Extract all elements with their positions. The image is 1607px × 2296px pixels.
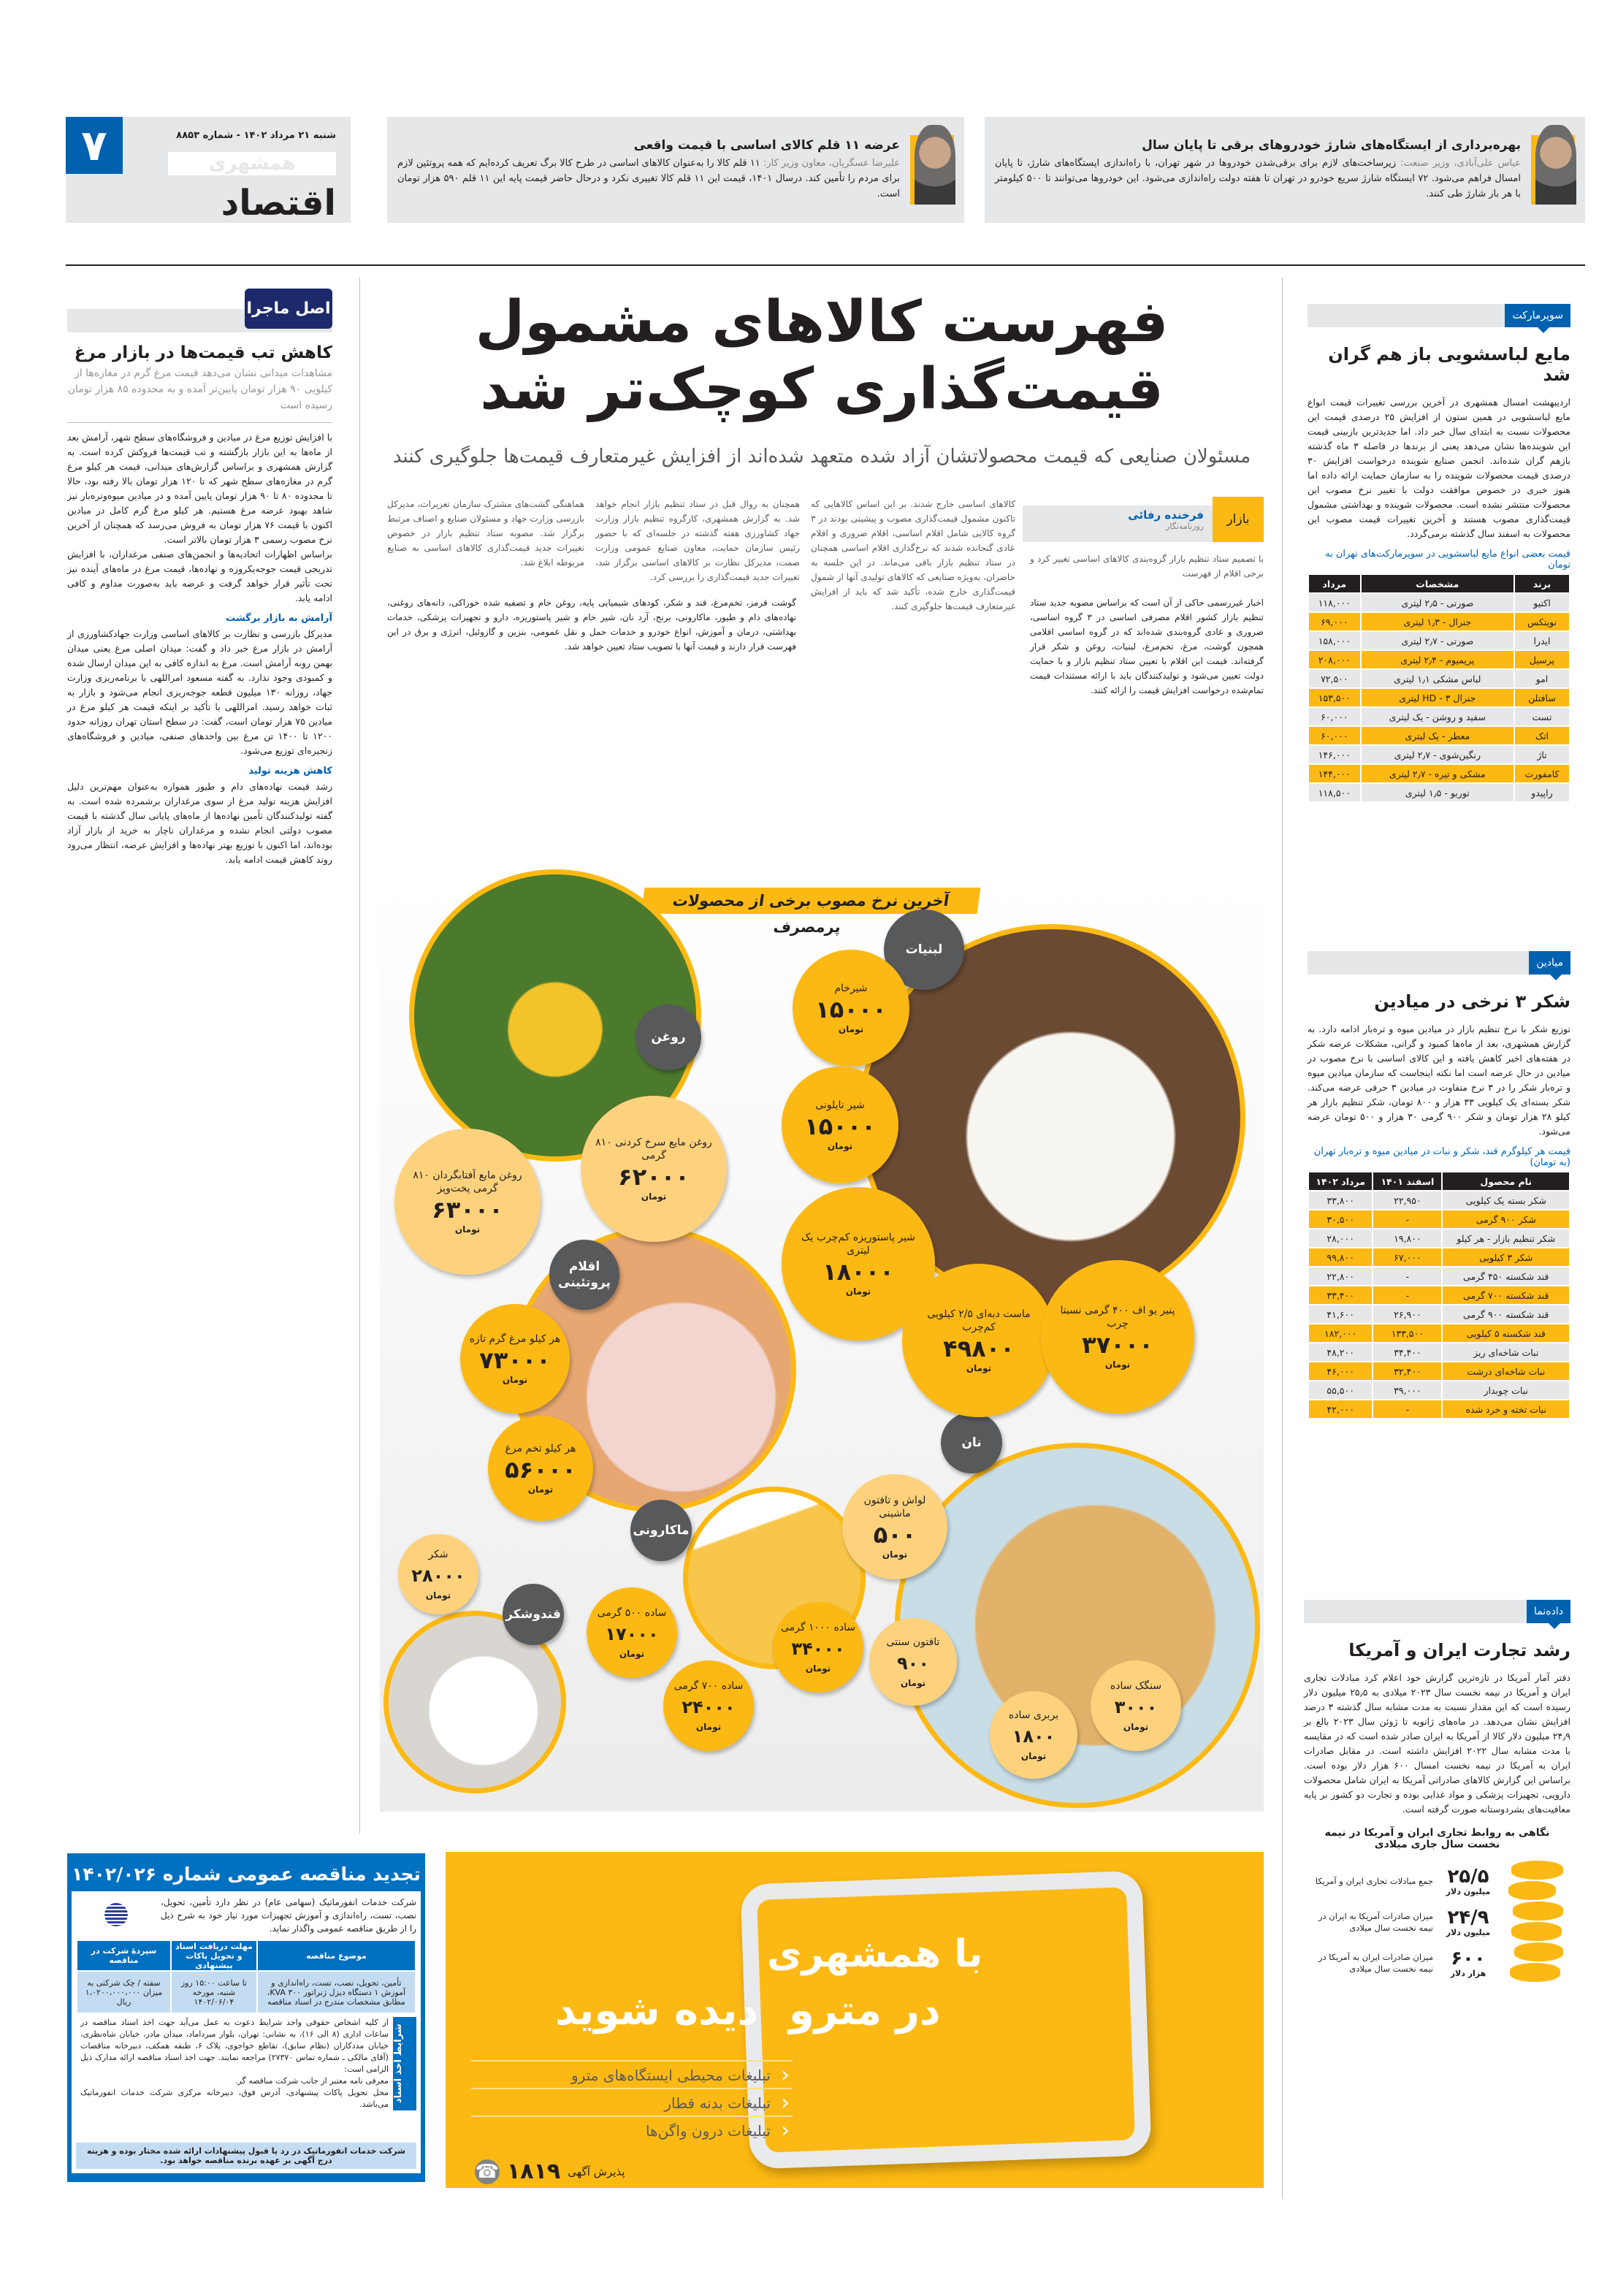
table-cell: توربو - ۱٫۵ لیتری: [1362, 784, 1514, 801]
currency-label: تومان: [1123, 1722, 1149, 1732]
tender-header: مهلت دریافت اسناد و تحویل پاکات پیشنهادی: [175, 1941, 253, 1970]
tender-table: [76, 1940, 416, 2014]
product-price: ۲۴۰۰۰: [682, 1697, 736, 1717]
table-cell: اکتیو: [1515, 594, 1569, 611]
table-cell: پرسیل: [1515, 651, 1569, 668]
product-name: ماست دبه‌ای ۲/۵ کیلویی کم‌چرب: [927, 1308, 1031, 1333]
detergent-price-table: [1308, 573, 1570, 803]
column-header: اسفند ۱۴۰۱: [1373, 1172, 1441, 1190]
author-role: روزنامه‌نگار: [1166, 522, 1204, 531]
table-row: [1309, 1248, 1569, 1266]
header-divider: [66, 264, 1585, 266]
currency-label: تومان: [966, 1363, 992, 1373]
product-name: روغن مایع آفتابگردان ۸۱۰ گرمی پخت‌وپز: [413, 1170, 522, 1194]
product-name: پنیر یو اف ۴۰۰ گرمی نسبتا چرب: [1060, 1305, 1175, 1330]
table-cell: نبات شاخه‌ای ریز: [1443, 1343, 1569, 1361]
tender-delivery: محل تحویل پاکات پیشنهادی، آدرس فوق، دبیرخانه مرکزی شرکت خدمات انفورماتیک می‌باشد.: [80, 2088, 389, 2109]
table-cell: ایدرا: [1515, 632, 1569, 649]
sugar-price-table: [1308, 1171, 1570, 1419]
section-kicker: سوپرمارکت: [1505, 304, 1570, 327]
table-cell: ۱۵۳,۵۰۰: [1309, 689, 1360, 706]
product-name: لواش و تافتون ماشینی: [863, 1495, 926, 1519]
price-bubble-sangak: [1091, 1660, 1181, 1751]
table-cell: لباس مشکی ۱٫۱ لیتری: [1362, 670, 1514, 687]
stat-value: ۲۴/۹: [1447, 1906, 1489, 1929]
maydin-section: [1308, 951, 1570, 1419]
price-bubble-chicken: [460, 1304, 570, 1414]
table-cell: ۲۲,۸۰۰: [1309, 1267, 1372, 1285]
product-name: تافتون سنتی: [886, 1636, 940, 1648]
portrait-photo: [910, 135, 954, 205]
globe-icon: [104, 1903, 128, 1926]
table-cell: جنرال - ۱٫۳ لیتری: [1362, 613, 1514, 630]
table-cell: -: [1373, 1210, 1441, 1228]
table-cell: ۳۹,۰۰۰: [1373, 1381, 1441, 1399]
quote-title: عرضه ۱۱ قلم کالای اساسی با قیمت واقعی: [633, 138, 900, 153]
price-bubble-pasta-700: [663, 1660, 754, 1751]
product-price: ۱۷۰۰۰: [605, 1624, 659, 1644]
table-cell: ۱۱۸,۵۰۰: [1309, 784, 1360, 801]
table-cell: ۱۸۲,۰۰۰: [1309, 1324, 1372, 1342]
table-row: [1309, 1343, 1569, 1361]
ad-brand: با همشهری: [767, 1932, 983, 1976]
infographic-title: آخرین نرخ مصوب برخی از محصولات پرمصرف: [641, 888, 980, 914]
tender-footer: شرکت خدمات انفورماتیک در رد یا قبول پیشنهادات ارائه شده مختار بوده و هزینه درج آگهی بر عهده برنده مناقصه خواهد بود.: [76, 2143, 416, 2169]
currency-label: تومان: [900, 1678, 926, 1688]
table-cell: کامفورت: [1515, 765, 1569, 782]
bread-photo: [895, 1443, 1260, 1808]
table-cell: مشکی و تیره - ۲٫۷ لیتری: [1362, 765, 1514, 782]
tender-cell: تا ساعت ۱۵:۰۰ روز شنبه، مورخه ۱۴۰۲/۰۶/۰۴: [180, 1977, 247, 2007]
table-row: [1309, 594, 1569, 611]
column-divider: [1282, 278, 1283, 2199]
price-bubble-barbari: [990, 1691, 1077, 1779]
price-bubble-sugar: [398, 1534, 478, 1614]
table-row: [1309, 784, 1569, 801]
product-name: سنگک ساده: [1110, 1680, 1162, 1692]
chevron-icon: ‹: [781, 2062, 790, 2088]
table-cell: سافتلن: [1515, 689, 1569, 706]
section-text: توزیع شکر با نرخ تنظیم بازار در میادین میوه و تره‌بار ادامه دارد. به گزارش همشهری، بعد از ماه‌ها کمبود و گرانی، مشکلات عرضه شکر در هفته‌های اخیر کاهش یافته و این کالای اساسی با نرخ مصوب در میادین در حال عرضه است اما نکته اینجاست که سازمان میادین میوه و تره‌بار شکر را در ۳ نرخ متفاوت در میادین ۳ حرفی عرضه می‌کند. شکر بسته‌ای یک کیلویی ۳۳ هزار و ۸۰۰ تومان، شکر تنظیم بازار هر کیلو ۲۸ هزار تومان و شکر ۹۰۰ گرمی ۳۰ هزار و ۵۰۰ تومان عرضه می‌شود.: [1308, 1023, 1571, 1137]
table-row: [1309, 632, 1569, 649]
currency-label: تومان: [454, 1224, 481, 1235]
trade-stat: [1304, 1861, 1497, 1902]
table-cell: شکر ۹۰۰ گرمی: [1443, 1210, 1569, 1228]
table-cell: -: [1373, 1286, 1441, 1304]
stat-label: میزان صادرات آمریکا به ایران در نیمه نخست سال میلادی: [1318, 1911, 1433, 1933]
table-cell: ۱۴۴,۰۰۰: [1309, 765, 1360, 782]
product-price: ۶۲۰۰۰: [618, 1163, 690, 1191]
product-price: ۱۵۰۰۰: [804, 1113, 876, 1140]
chevron-icon: ‹: [781, 2118, 790, 2143]
product-price: ۵۶۰۰۰: [505, 1456, 576, 1484]
category-label-dairy: لبنیات: [884, 909, 964, 990]
product-name: هر کیلو تخم مرغ: [505, 1443, 576, 1454]
table-cell: -: [1373, 1400, 1441, 1418]
ad-services-list: [471, 2060, 793, 2143]
column-header: مرداد ۱۴۰۲: [1309, 1172, 1372, 1190]
product-name: شیر پاستوریزه کم‌چرب یک لیتری: [801, 1232, 916, 1256]
table-row: [1309, 1267, 1569, 1285]
price-bubble-eggs: [488, 1416, 593, 1521]
table-cell: ۱۱۸,۰۰۰: [1309, 594, 1360, 611]
article-column: همچنان به روال قبل در ستاد تنظیم بازار انجام خواهد شد. به گزارش همشهری، کارگروه تنظیم بازار وزارت جهاد کشاورزی هفته گذشته در جلسه‌ای که با حضور رئیس سازمان حمایت، معاون صنایع عمومی وزارت صمت، مدیرکل نظارت بر کالاهای اساسی برگزار شد، تغییرات جدید قیمت‌گذاری را بررسی کرد.: [595, 499, 800, 582]
category-label-oil: روغن: [635, 1004, 701, 1070]
ad-service-label: تبلیغات بدنه قطار: [664, 2094, 771, 2112]
section-kicker: داده‌نما: [1527, 1600, 1570, 1623]
table-row: [1309, 1362, 1569, 1380]
stat-value-block: [1439, 1948, 1497, 1978]
stat-unit: هزار دلار: [1450, 1968, 1486, 1978]
subheading: کاهش هزینه تولید: [248, 766, 332, 777]
asl-majara-badge: اصل ماجرا: [245, 289, 332, 329]
currency-label: تومان: [845, 1286, 871, 1297]
product-price: ۷۳۰۰۰: [479, 1346, 551, 1374]
price-bubble-yogurt: [902, 1264, 1056, 1417]
product-name: هر کیلو مرغ گرم تازه: [469, 1333, 561, 1345]
stat-value-block: [1439, 1866, 1497, 1896]
table-cell: ۲۶,۹۰۰: [1373, 1305, 1441, 1323]
table-cell: تست: [1515, 708, 1569, 725]
quote-text: ۱۱ قلم کالا را به‌عنوان کالاهای اساسی در طرح کالا برگ تعریف کرده‌ایم که همه پروتئین لازم برای مردم را تأمین کند. درسال ۱۴۰۱، قیمت این ۱۱ قلم کالا تغییری نکرد و درحال حاضر قیمت پایه این ۱۱ قلم ۵۹۰ هزار تومان است.: [397, 158, 901, 199]
price-bubble-pasta-500: [587, 1587, 677, 1678]
page-number: ۷: [66, 117, 123, 174]
table-cell: ۱۴۶,۰۰۰: [1309, 746, 1360, 763]
table-title: قیمت هر کیلوگرم قند، شکر و نبات در میادین میوه و تره‌بار تهران (به تومان): [1313, 1146, 1570, 1168]
table-row: [1309, 746, 1569, 763]
brand-logo: همشهری: [168, 152, 336, 175]
phone-icon: ☎: [475, 2160, 500, 2183]
tender-side-label: شرایط اخذ اسناد: [393, 2017, 416, 2110]
price-bubble-lavash: [842, 1474, 947, 1579]
product-price: ۳۴۰۰۰: [791, 1639, 845, 1659]
stat-label: جمع مبادلات تجاری ایران و آمریکا: [1315, 1876, 1433, 1886]
main-headline: فهرست کالاهای مشمول قیمت‌گذاری کوچک‌تر شد: [475, 289, 1169, 422]
subheading: آرامش به بازار برگشت: [226, 613, 332, 624]
currency-label: تومان: [619, 1649, 645, 1659]
section-title: رشد تجارت ایران و آمریکا: [1348, 1640, 1570, 1660]
table-cell: نبات شاخه‌ای درشت: [1443, 1362, 1569, 1380]
stat-label: میزان صادرات ایران به آمریکا در نیمه نخست سال میلادی: [1318, 1952, 1433, 1974]
table-row: [1309, 1286, 1569, 1304]
table-cell: ۳۲,۴۰۰: [1373, 1362, 1441, 1380]
table-cell: ۳۳,۸۰۰: [1309, 1191, 1372, 1209]
column-header: برند: [1515, 575, 1569, 592]
price-bubble-sunflower-oil: [394, 1129, 541, 1275]
category-label-bread: نان: [941, 1412, 1002, 1473]
table-row: [1309, 1324, 1569, 1342]
table-row: [1309, 689, 1569, 706]
stat-value: ۶۰۰: [1451, 1947, 1486, 1969]
section-kicker: میادین: [1529, 951, 1570, 975]
coin-stack-icon: [1508, 1861, 1563, 1982]
product-price: ۱۵۰۰۰: [815, 996, 887, 1023]
table-row: [1309, 727, 1569, 744]
table-cell: صورتی - ۲٫۵ لیتری: [1362, 594, 1514, 611]
table-cell: ۱۳۳,۵۰۰: [1373, 1324, 1441, 1342]
table-row: [1309, 670, 1569, 687]
quote-author: عباس علی‌آبادی، وزیر صنعت:: [1400, 158, 1521, 169]
article-column: اخبار غیررسمی حاکی از آن است که براساس مصوبه جدید ستاد تنظیم بازار کشور اقلام مصرفی اساسی در ۳ گروه اساسی، ضروری و عادی گروه‌بندی شده‌اند که در گروه اساسی اقلامی همچون گوشت، مرغ، تخم‌مرغ، لبنیات، روغن و شکر قرار گرفته‌اند. قیمت این اقلام با تعیین ستاد تنظیم بازار و با حمایت دولت تعیین می‌شود و تولیدکنندگان باید با ارائه مستندات قیمت تمام‌شده درخواست افزایش قیمت را ارائه کنند.: [1030, 598, 1264, 695]
column-divider: [359, 278, 360, 1834]
section-name: اقتصاد: [221, 183, 336, 224]
table-cell: ۶۹,۰۰۰: [1309, 613, 1360, 630]
article-paragraph: براساس اظهارات اتحادیه‌ها و انجمن‌های صنفی مرغداران، با افزایش تدریجی قیمت جوجه‌یکروزه و نهاده‌ها، قیمت مرغ در ماه‌های آینده نیز تحت تأثیر قرار خواهد گرفت و عرضه باید به‌صورت مداوم و کافی ادامه یابد.: [67, 549, 332, 603]
currency-label: تومان: [805, 1663, 831, 1674]
quote-box-aliabadi: [985, 117, 1585, 223]
quote-title: بهره‌برداری از ایستگاه‌های شارژ خودروهای برقی تا پایان سال: [1142, 138, 1521, 153]
product-price: ۱۸۰۰: [1012, 1726, 1056, 1747]
table-row: [1309, 1381, 1569, 1399]
currency-label: تومان: [502, 1375, 528, 1385]
table-cell: پریمیوم - ۲٫۴ لیتری: [1362, 651, 1514, 668]
ad-phone-label: پذیرش آگهی: [568, 2165, 625, 2178]
currency-label: تومان: [1104, 1359, 1131, 1370]
table-cell: ۷۲,۵۰۰: [1309, 670, 1360, 687]
stat-unit: میلیون دلار: [1446, 1927, 1491, 1937]
product-price: ۳۰۰۰: [1114, 1697, 1158, 1717]
article-column: هماهنگی گشت‌های مشترک سازمان تعزیرات، مدیرکل بازرسی وزارت جهاد و مسئولان صنایع و اصناف مرتبط برگزار شد. مصوبه ستاد تنظیم بازار در خصوص تغییرات جدید قیمت‌گذاری کالاهای اساسی به صنایع مربوطه ابلاغ شد.: [387, 499, 584, 568]
trade-stat: [1304, 1942, 1497, 1983]
currency-label: تومان: [641, 1191, 667, 1202]
column-header: مشخصات: [1362, 575, 1514, 592]
table-cell: ۱۵۸,۰۰۰: [1309, 632, 1360, 649]
table-cell: شکر بسته یک کیلویی: [1443, 1191, 1569, 1209]
product-name: روغن مایع سرخ کردنی ۸۱۰ گرمی: [595, 1137, 712, 1162]
table-row: [1309, 1191, 1569, 1209]
section-tag: بازار: [1213, 497, 1264, 542]
table-row: [1309, 708, 1569, 725]
table-cell: ۶۰,۰۰۰: [1309, 708, 1360, 725]
table-cell: ۶۷,۰۰۰: [1373, 1248, 1441, 1266]
table-cell: سفید و روشن - یک لیتری: [1362, 708, 1514, 725]
company-logo: [76, 1903, 156, 1929]
table-cell: اتک: [1515, 727, 1569, 744]
price-bubble-bag-milk: [782, 1067, 898, 1183]
quote-author: علیرضا عسگریان، معاون وزیر کار:: [763, 158, 900, 169]
section-title: مایع لباسشویی باز هم گران شد: [1328, 344, 1570, 385]
tender-cell: تأمین، تحویل، نصب، تست، راه‌اندازی و آموزش ۱ دستگاه دیزل ژنراتور ۳۰۰ KVA، مطابق مشخصات مندرج در اسناد مناقصه: [267, 1977, 406, 2007]
tender-header: موضوع مناقصه: [306, 1950, 367, 1961]
table-title: قیمت بعضی انواع مایع لباسشویی در سوپرمارکت‌های تهران به تومان: [1325, 549, 1570, 571]
stat-value-block: [1439, 1907, 1497, 1937]
author-name: فرخنده رفائی: [1128, 508, 1204, 522]
chevron-icon: ‹: [781, 2090, 790, 2116]
ad-line1: در مترو: [789, 1987, 941, 2034]
ad-phone: [475, 2159, 625, 2184]
product-name: ساده ۷۰۰ گرمی: [673, 1680, 744, 1692]
stat-unit: میلیون دلار: [1446, 1886, 1491, 1896]
table-cell: شکر تنظیم بازار - هر کیلو: [1443, 1229, 1569, 1247]
table-cell: تاژ: [1515, 746, 1569, 763]
masthead: [66, 117, 351, 223]
tender-advertisement: [67, 1853, 425, 2182]
ad-line2: دیده شوید: [555, 1987, 759, 2034]
product-price: ۲۸۰۰۰: [411, 1565, 465, 1586]
tender-title: تجدید مناقصه عمومی شماره ۱۴۰۲/۰۲۶: [72, 1864, 421, 1885]
article-paragraph: با افزایش توزیع مرغ در میادین و فروشگاه‌های سطح شهر، آرامش بعد از ماه‌ها به این بازار بازگشته و تب قیمت‌ها فروکش کرده است. به گزارش همشهری و براساس گزارش‌های میدانی، قیمت هر کیلو مرغ گرم در مغازه‌های سطح شهر که تا ۱۲۰ هزار تومان بالا رفته بود، حالا تا محدوده ۸۰ تا ۹۰ هزار تومان پایین آمده و در میادین میوه‌وتره‌بار نیز شاهد بهبود عرضه مرغ هستیم. هر کیلو مرغ گرم کامل در میادین اکنون با قیمت ۷۶ هزار تومان به فروش می‌رسد که همچنان از آخرین نرخ مصوب رسمی ۳ هزار تومان بالاتر است.: [67, 432, 333, 545]
category-label-sugar: قندوشکر: [503, 1584, 564, 1645]
currency-label: تومان: [695, 1722, 722, 1732]
product-price: ۳۷۰۰۰: [1082, 1331, 1153, 1359]
product-price: ۴۹۸۰۰: [943, 1335, 1015, 1362]
table-row: [1309, 1400, 1569, 1418]
table-cell: ۴۱,۶۰۰: [1309, 1305, 1372, 1323]
ad-service-item: [471, 2088, 793, 2116]
currency-label: تومان: [838, 1024, 864, 1034]
table-cell: ۶۰,۰۰۰: [1309, 727, 1360, 744]
table-cell: قند شکسته ۷۰۰ گرمی: [1443, 1286, 1569, 1304]
product-name: ساده ۵۰۰ گرمی: [597, 1607, 667, 1619]
ad-phone-number: ۱۸۱۹: [507, 2159, 561, 2184]
section-text: دفتر آمار آمریکا در تازه‌ترین گزارش خود اعلام کرد مبادلات تجاری ایران و آمریکا در نیمه نخست سال ۲۰۲۳ میلادی به ۲۵٫۵ میلیون دلار رسیده است که این مقدار نسبت به مدت مشابه سال گذشته ۳ درصد افزایش نشان می‌دهد. در ماه‌های ژانویه تا ژوئن سال ۲۰۲۳ بالغ بر ۲۴٫۹ میلیون دلار کالا از آمریکا به ایران صادر شده است که در مقایسه با مدت مشابه سال ۲۰۲۲ افزایش داشته است. در مقابل صادرات ایران به آمریکا در نیمه نخست امسال ۶۰۰ هزار دلار بوده است. براساس این گزارش کالاهای صادراتی آمریکا به ایران شامل محصولات دارویی، تجهیزات پزشکی و مواد غذایی بوده و تجارت دو کشور بر پایه معافیت‌های بشردوستانه صورت گرفته است.: [1304, 1672, 1570, 1815]
section-text: اردیبهشت امسال همشهری در آخرین بررسی تغییرات قیمت انواع مایع لباسشویی در همین ستون از افزایش ۲۵ درصدی قیمت این محصولات نسبت به ابتدای سال خبر داد. اما جدیدترین بازبینی قیمت این شوینده‌ها نشان می‌دهد یعنی از برندها در فاصله ۳ ماه گذشته بازهم گران شده‌اند. انجمن صنایع شوینده درخواست افزایش ۳۰ درصدی قیمت محصولات شوینده را به سازمان حمایت ارائه داده اما هنوز خبری در خصوص موافقت دولت با تغییر نرخ مصوب این محصولات منتشر نشده است. محصولات شوینده و بهداشتی مشمول قیمت‌گذاری مصوب هستند و آخرین تغییرات قیمت مصوب این محصولات به اسفند سال گذشته برمی‌گردد.: [1308, 397, 1570, 539]
product-price: ۵۰۰: [873, 1521, 917, 1549]
table-row: [1309, 1305, 1569, 1323]
price-bubble-taftoon: [869, 1618, 957, 1706]
price-bubble-raw-milk: [793, 950, 909, 1067]
table-cell: ۹۹,۸۰۰: [1309, 1248, 1372, 1266]
quote-box-askarian: [387, 117, 964, 223]
article-paragraph: رشد قیمت نهاده‌های دام و طیور همواره به‌عنوان مهم‌ترین دلیل افزایش هزینه تولید مرغ از سوی مرغداران برشمرده شده است. به گفته تولیدکنندگان تأمین نهاده‌ها از ماه‌های پایانی سال گذشته با قیمت مصوب دولتی انجام نشده و مرغداران ناچار به خرید از بازار آزاد بوده‌اند، اما اکنون با توزیع بهتر نهاده‌ها و افزایش عرضه، انتظار می‌رود روند کاهش قیمت ادامه یابد.: [67, 781, 332, 865]
table-cell: ۴۸,۲۰۰: [1309, 1343, 1372, 1361]
article-column: گوشت قرمز، تخم‌مرغ، قند و شکر، کودهای شیمیایی پایه، روغن خام و تصفیه شده خوراکی، دانه‌های روغنی، نهاده‌های دام و طیور، ماکارونی، برنج، آرد نان، شیر خام و شیر پاستوریزه، دارو و تجهیزات پزشکی، خدمات بهداشتی، درمان و آموزش، انواع خودرو و خدمات حمل و نقل عمومی، بنزین و گازوئیل، انرژی و برق در این فهرست قرار دارند و قیمت آنها با تصویب ستاد تعیین خواهد شد.: [387, 598, 796, 652]
product-name: شیرخام: [834, 983, 868, 994]
info-title: نگاهی به روابط تجاری ایران و آمریکا در نیمه نخست سال جاری میلادی: [1324, 1827, 1550, 1850]
table-row: [1309, 765, 1569, 782]
price-bubble-cheese: [1041, 1260, 1194, 1414]
table-cell: ۴۲,۰۰۰: [1309, 1400, 1372, 1418]
table-row: [1309, 613, 1569, 630]
portrait-photo: [1531, 135, 1575, 205]
table-cell: جنرال HD - ۳ لیتری: [1362, 689, 1514, 706]
product-name: شکر: [428, 1549, 448, 1560]
article-lead: با تصمیم ستاد تنظیم بازار گروه‌بندی کالاهای اساسی تغییر کرد و برخی اقلام از فهرست: [1030, 554, 1264, 579]
product-name: شیر نایلونی: [815, 1099, 865, 1111]
product-name: ساده ۱۰۰۰ گرمی: [780, 1622, 856, 1633]
table-row: [1309, 651, 1569, 668]
tender-header: سپردهٔ شرکت در مناقصه: [91, 1946, 157, 1965]
table-row: [1309, 1210, 1569, 1228]
ad-service-item: [471, 2116, 793, 2143]
table-cell: ۳۴,۴۰۰: [1373, 1343, 1441, 1361]
table-cell: ۳۰,۵۰۰: [1309, 1210, 1372, 1228]
tender-bullet: معرفی نامه معتبر از جانب شرکت مناقصه گر.: [234, 2076, 389, 2086]
table-cell: قند شکسته ۵ کیلویی: [1443, 1324, 1569, 1342]
product-price: ۹۰۰: [897, 1653, 929, 1674]
table-cell: قند شکسته ۴۵۰ گرمی: [1443, 1267, 1569, 1285]
table-cell: -: [1373, 1267, 1441, 1285]
product-name: بربری ساده: [1008, 1709, 1059, 1721]
supermarket-section: [1308, 304, 1570, 803]
table-row: [1309, 1229, 1569, 1247]
ad-service-label: تبلیغات محیطی ایستگاه‌های مترو: [571, 2067, 771, 2084]
tender-intro: شرکت خدمات انفورماتیک (سهامی عام) در نظر دارد تأمین، تحویل، نصب، تست، راه‌اندازی و آموزش تجهیزات مورد نیاز خود به شرح ذیل را از طریق مناقصه عمومی واگذار نماید.: [161, 1897, 416, 1934]
table-cell: شکر ۳ کیلویی: [1443, 1248, 1569, 1266]
left-column-article: [67, 289, 332, 867]
table-cell: قند شکسته ۹۰۰ گرمی: [1443, 1305, 1569, 1323]
table-cell: ۲۸,۰۰۰: [1309, 1229, 1372, 1247]
table-cell: نبات تخته و خرد شده: [1443, 1400, 1569, 1418]
price-bubble-frying-oil: [581, 1096, 727, 1242]
currency-label: تومان: [425, 1590, 451, 1601]
metro-advertisement: [446, 1852, 1264, 2188]
article-column: کالاهای اساسی خارج شدند. بر این اساس کالاهایی که تاکنون مشمول قیمت‌گذاری مصوب و پیشینی بودند در ۳ گروه کالایی شامل اقلام اساسی، اقلام ضروری و اقلام عادی گنجانده شدند که نرخ‌گذاری اقلام اساسی همچنان در ستاد تنظیم بازار باقی می‌ماند. در این جلسه به حاضران، به‌ویژه صنایعی که کالاهای تولیدی آنها از شمول قیمت‌گذاری خارج شده، تأکید شد که باید از افزایش غیرمتعارف قیمت‌ها جلوگیری کنند.: [811, 499, 1015, 611]
category-label-pasta: ماکارونی: [630, 1500, 692, 1561]
dadenama-section: [1304, 1600, 1570, 1985]
table-cell: رنگین‌شوی - ۲٫۷ لیتری: [1362, 746, 1514, 763]
currency-label: تومان: [827, 1141, 853, 1151]
currency-label: تومان: [1020, 1751, 1047, 1761]
column-header: نام محصول: [1443, 1172, 1569, 1190]
category-label-protein: اقلام پروتئینی: [549, 1240, 619, 1310]
trade-stat: [1304, 1902, 1497, 1942]
table-cell: ۲۰۸,۰۰۰: [1309, 651, 1360, 668]
table-header-row: [1309, 1172, 1569, 1190]
main-subtitle: مسئولان صنایعی که قیمت محصولاتشان آزاد شده متعهد شده‌اند از افزایش غیرمتعارف قیمت‌ها جلوگیری کنند: [392, 446, 1251, 468]
issue-date: شنبه ۲۱ مرداد ۱۴۰۲ - شماره ۸۸۵۳: [176, 130, 336, 141]
price-bubble-pasta-1000: [773, 1602, 863, 1693]
author-box: [1023, 497, 1264, 542]
table-header-row: [1309, 575, 1569, 592]
ad-service-label: تبلیغات درون واگن‌ها: [645, 2122, 771, 2140]
ad-service-item: [471, 2060, 793, 2088]
article-paragraph: مدیرکل بازرسی و نظارت بر کالاهای اساسی وزارت جهادکشاورزی از آرامش در بازار مرغ خبر داد و گفت: میدان اصلی مرغ یعنی میدان بهمن روبه آرامش است. مرغ به اندازه کافی به این میدان ارسال شده و کمبودی وجود ندارد. به گفته مسعود امراللهی با برنامه‌ریزی وزارت جهاد، روزانه ۱۳۰ میلیون قطعه جوجه‌ریزی انجام می‌شود و بازار به ثبات خواهد رسید. امراللهی با تأکید بر اینکه قیمت هر کیلو مرغ در میادین ۷۵ هزار تومان است، گفت: در سطح استان تهران روزانه حدود ۱۲۰۰ تا ۱۴۰۰ تن مرغ بین واحدهای صنفی، میادین و فروشگاه‌های زنجیره‌ای توزیع می‌شود.: [67, 628, 333, 756]
table-cell: ۱۹,۸۰۰: [1373, 1229, 1441, 1247]
article-lead: مشاهدات میدانی نشان می‌دهد قیمت مرغ گرم در مغازه‌ها از کیلویی ۹۰ هزار تومان پایین‌تر آمده و به محدوده ۸۵ هزار تومان رسیده است: [67, 367, 332, 411]
table-cell: ۴۶,۰۰۰: [1309, 1362, 1372, 1380]
table-cell: راپیدو: [1515, 784, 1569, 801]
currency-label: تومان: [882, 1549, 908, 1560]
product-price: ۱۸۰۰۰: [822, 1258, 894, 1286]
table-cell: نویتکس: [1515, 613, 1569, 630]
table-cell: ۵۵,۵۰۰: [1309, 1381, 1372, 1399]
quote-text: زیرساخت‌های لازم برای برقی‌شدن خودروها در شهر تهران، با راه‌اندازی ایستگاه‌های شارژ، تا پایان امسال فراهم می‌شود. ۷۲ ایستگاه شارژ سریع خودرو در تهران تا هفته دولت راه‌اندازی می‌شود. این خودروها می‌توانند تا ۵۰۰ کیلومتر با هر بار شارژ طی کنند.: [995, 158, 1522, 199]
table-cell: ۲۲,۹۵۰: [1373, 1191, 1441, 1209]
table-cell: ۳۳,۴۰۰: [1309, 1286, 1372, 1304]
column-header: مرداد: [1309, 575, 1360, 592]
tender-cell: سفته / چک شرکتی به میزان ۱،۰۲۰۰،۰۰۰،۰۰۰ ریال: [85, 1977, 163, 2007]
article-title: کاهش تب قیمت‌ها در بازار مرغ: [74, 343, 332, 362]
currency-label: تومان: [527, 1484, 554, 1495]
stat-value: ۲۵/۵: [1447, 1865, 1489, 1888]
table-cell: معطر - یک لیتری: [1362, 727, 1514, 744]
table-cell: امو: [1515, 670, 1569, 687]
table-cell: صورتی - ۲٫۷ لیتری: [1362, 632, 1514, 649]
product-price: ۶۳۰۰۰: [432, 1196, 503, 1224]
table-cell: نبات چوبدار: [1443, 1381, 1569, 1399]
tender-conditions: از کلیه اشخاص حقوقی واجد شرایط دعوت به عمل می‌آید جهت اخذ اسناد مناقصه در ساعات اداری (۸ الی ۱۶)، به نشانی: تهران، بلوار میرداماد، میدان مادر، خیابان شاه‌نظری، خیابان مددکاران (نظام سابق)، تقاطع خواجوی، پلاک ۶، طبقه همکف، دبیرخانه مناقصات (آقای مالکی ـ شماره تماس ۲۷۳۷۰) مراجعه نمایند. جهت اخذ اسناد مناقصه ارائه مدارک ذیل الزامی است:: [80, 2018, 389, 2074]
section-title: شکر ۳ نرخی در میادین: [1374, 991, 1570, 1012]
